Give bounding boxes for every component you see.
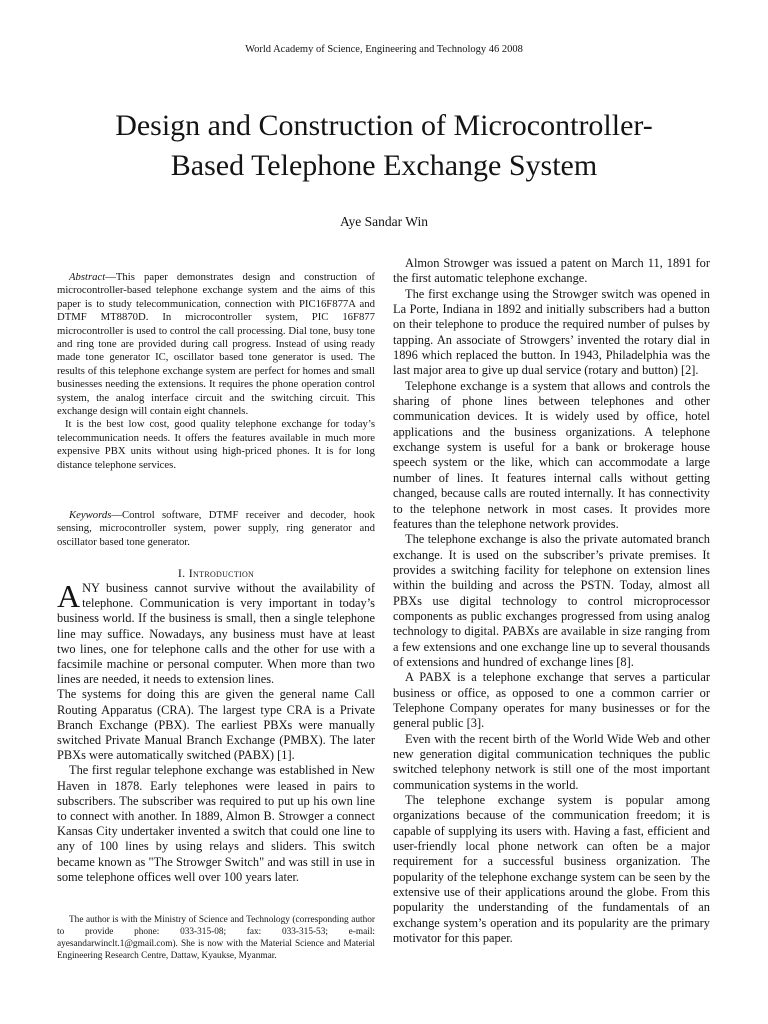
- abstract-label: Abstract: [69, 271, 106, 283]
- right-column-body: [393, 256, 710, 946]
- running-header: World Academy of Science, Engineering and Technology 46 2008: [245, 44, 523, 55]
- abstract-text: —This paper demonstrates design and construction of microcontroller-based telephone exchange system and the aims of this paper is to study telecommunication, connection with PIC16F877A and DTMF MT8870D. In microcontroller system, PIC 16F877 microcontroller is used to control the call processing. Dial tone, busy tone and ring tone are provided during call progress. Instead of using ready made tone generator IC, oscillator based tone generator is used. The results of this telephone exchange system are perfect for homes and small businesses needing the extensions. It requires the phone operation control system, the analog interface circuit and the switching circuit. This exchange design will contain eight channels.: [57, 271, 375, 418]
- title-line-2: Based Telephone Exchange System: [170, 149, 598, 182]
- keywords-paragraph: [57, 509, 375, 549]
- abstract-paragraph: [57, 271, 375, 418]
- abstract-block: [57, 271, 375, 472]
- author-footnote: [57, 914, 375, 962]
- keywords-block: [57, 509, 375, 549]
- title-line-1: Design and Construction of Microcontroller-: [115, 109, 653, 142]
- section-heading: I. Introduction: [177, 566, 255, 580]
- right-paragraph: Almon Strowger was issued a patent on March 11, 1891 for the first automatic telephone exchange.: [393, 256, 710, 286]
- right-paragraph: Even with the recent birth of the World Wide Web and other new generation digital communication techniques the public switched telephony network is still one of the most important communication systems in the world.: [393, 731, 710, 792]
- paper-title: [40, 106, 728, 186]
- abstract-paragraph-2: It is the best low cost, good quality telephone exchange for today’s telecommunication needs. It offers the features available in much more expensive PBX units without using high-priced phones. It is for long distance telephone services.: [57, 418, 375, 471]
- right-paragraph: A PABX is a telephone exchange that serves a particular business or office, as opposed to one a common carrier or Telephone Company operates for many businesses or for the general public [3].: [393, 670, 710, 731]
- introduction-body: [57, 578, 375, 885]
- right-paragraph: The telephone exchange system is popular among organizations because of the communication freedom; it is capable of supplying its users with. Having a fast, efficient and user-friendly local phone network can often be a major requirement for a successful business organization. The popularity of the telephone exchange system can be seen by the extensive use of their applications around the globe. From this popularity the understanding of the fundamentals of an exchange system’s operation and its popularity are the primary motivator for this paper.: [393, 793, 710, 946]
- intro-paragraph-2: The systems for doing this are given the general name Call Routing Apparatus (CRA). The largest type CRA is a Private Branch Exchange (PBX). The earliest PBXs were manually switched Private Manual Branch Exchange (PMBX). The later PBXs were automatically switched (PABX) [1].: [57, 687, 375, 763]
- intro-paragraph-1-text: NY business cannot survive without the availability of telephone. Communication is very important in today’s business world. If the business is small, then a single telephone line may suffice. Nowadays, any business must have at least two lines, one for telephone calls and the other for use with a facsimile machine or personal computer. When more than two lines are needed, it needs to extension lines.: [57, 581, 375, 687]
- right-paragraph: Telephone exchange is a system that allows and controls the sharing of phone lines between telephones and other communication devices. It is widely used by office, hotel applications and the business organizations. A telephone exchange system is useful for a bank or brokerage house speech system or the like, which can accommodate a large number of lines. It features internal calls without getting changed, because calls are routed internally. It has connectivity to the telephone network in most cases. It provides more features than the telephone network provides.: [393, 378, 710, 531]
- footnote-text: The author is with the Ministry of Science and Technology (corresponding author to provide phone: 033-315-08; fax: 033-315-53; e-mail: ayesandarwinclt.1@gmail.com). She is now with the Material Science and Material Engineering Research Centre, Dattaw, Kyaukse, Myanmar.: [57, 915, 375, 961]
- drop-cap: A: [57, 578, 81, 614]
- keywords-label: Keywords: [69, 509, 112, 521]
- right-paragraph: The first exchange using the Strowger switch was opened in La Porte, Indiana in 1892 and initially subscribers had a button on their telephone to produce the required number of pulses by tapping. An associate of Strowgers’ invented the rotary dial in 1896 which replaced the button. In 1943, Philadelphia was the last major area to give up dual service (rotary and button) [2].: [393, 286, 710, 378]
- right-paragraph: The telephone exchange is also the private automated branch exchange. It is used on the subscriber’s private premises. It provides a switching facility for telephone on extension lines within the building and across the PSTN. Today, almost all PBXs use digital technology to control microprocessor components as public exchanges progressed from using analog technology to digital. PABXs are available in size ranging from a few extensions and one exchange line up to several thousands of extensions and hundred of exchange lines [8].: [393, 532, 710, 669]
- keywords-text: —Control software, DTMF receiver and decoder, hook sensing, microcontroller system, power supply, ring generator and oscillator based tone generator.: [57, 509, 375, 548]
- author-name: Aye Sandar Win: [340, 214, 428, 229]
- intro-paragraph-1: [57, 578, 375, 687]
- intro-paragraph-3: The first regular telephone exchange was established in New Haven in 1878. Early telephones were leased in pairs to subscribers. The subscriber was required to put up his own line to connect with another. In 1889, Almon B. Strowger a connect Kansas City undertaker invented a switch that could one line to any of 100 lines by using relays and sliders. This switch became known as "The Strowger Switch" and was still in use in some telephone offices well over 100 years later.: [57, 763, 375, 884]
